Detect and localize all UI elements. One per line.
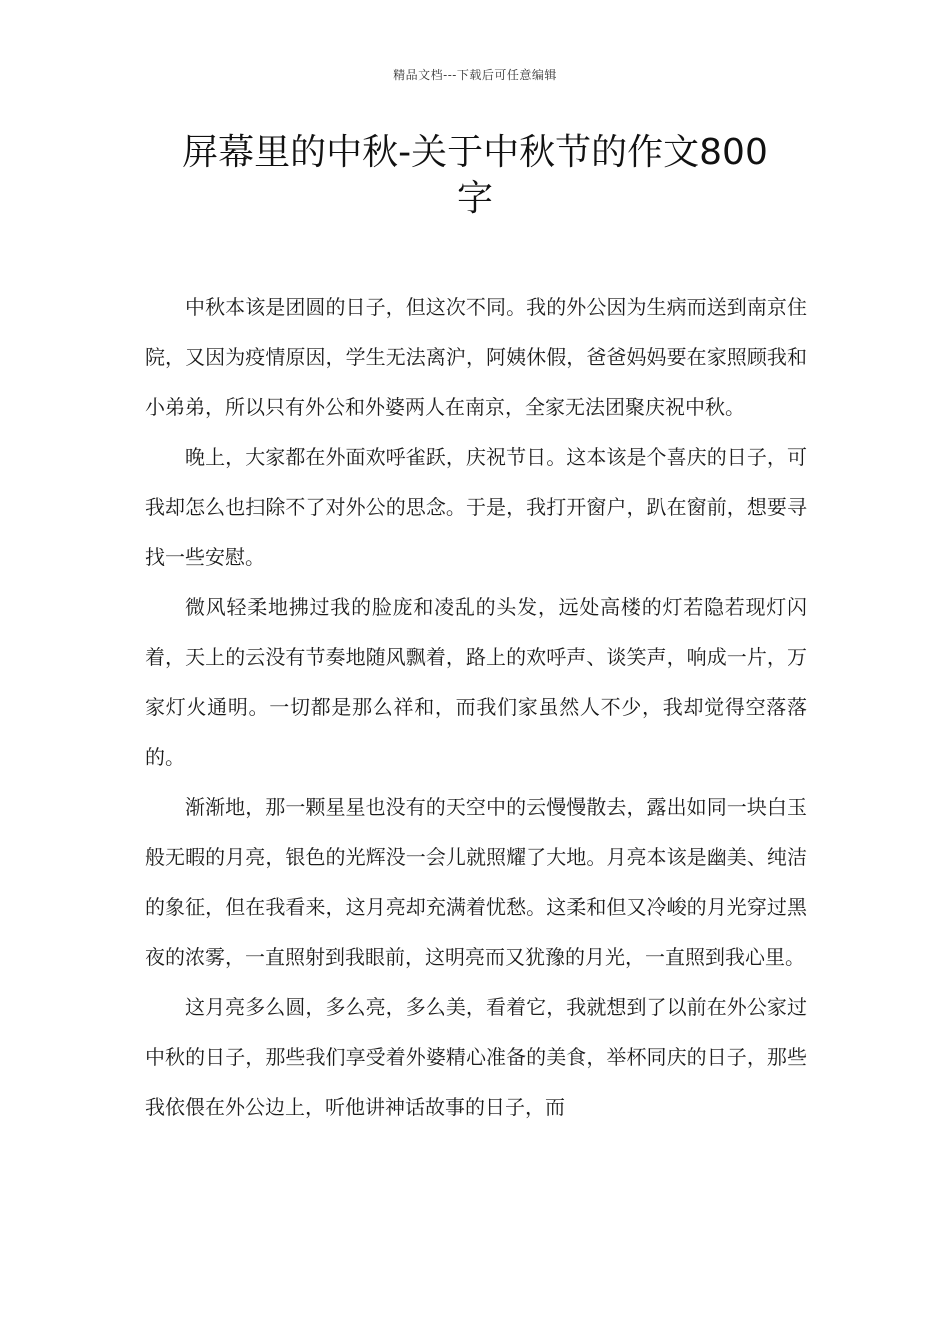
article-body: [145, 282, 807, 1132]
paragraph: 中秋本该是团圆的日子，但这次不同。我的外公因为生病而送到南京住院，又因为疫情原因，学生无法离沪，阿姨休假，爸爸妈妈要在家照顾我和小弟弟，所以只有外公和外婆两人在南京，全家无法团聚庆祝中秋。: [145, 295, 807, 419]
title-line-2: 字: [456, 178, 493, 219]
paragraph: 这月亮多么圆，多么亮，多么美，看着它，我就想到了以前在外公家过中秋的日子，那些我们享受着外婆精心准备的美食，举杯同庆的日子，那些我依偎在外公边上，听他讲神话故事的日子，而: [145, 995, 807, 1119]
paragraph: 微风轻柔地拂过我的脸庞和凌乱的头发，远处高楼的灯若隐若现灯闪着，天上的云没有节奏地随风飘着，路上的欢呼声、谈笑声，响成一片，万家灯火通明。一切都是那么祥和，而我们家虽然人不少，我却觉得空落落的。: [145, 595, 807, 769]
paragraph: 晚上，大家都在外面欢呼雀跃，庆祝节日。这本该是个喜庆的日子，可我却怎么也扫除不了对外公的思念。于是，我打开窗户，趴在窗前，想要寻找一些安慰。: [145, 445, 807, 569]
title-line-1: 屏幕里的中秋-关于中秋节的作文800: [182, 132, 768, 173]
page-title: [140, 130, 810, 222]
paragraph: 渐渐地，那一颗星星也没有的天空中的云慢慢散去，露出如同一块白玉般无暇的月亮，银色的光辉没一会儿就照耀了大地。月亮本该是幽美、纯洁的象征，但在我看来，这月亮却充满着忧愁。这柔和但又冷峻的月光穿过黑夜的浓雾，一直照射到我眼前，这明亮而又犹豫的月光，一直照到我心里。: [145, 795, 807, 969]
header-note: 精品文档---下载后可任意编辑: [393, 68, 557, 82]
